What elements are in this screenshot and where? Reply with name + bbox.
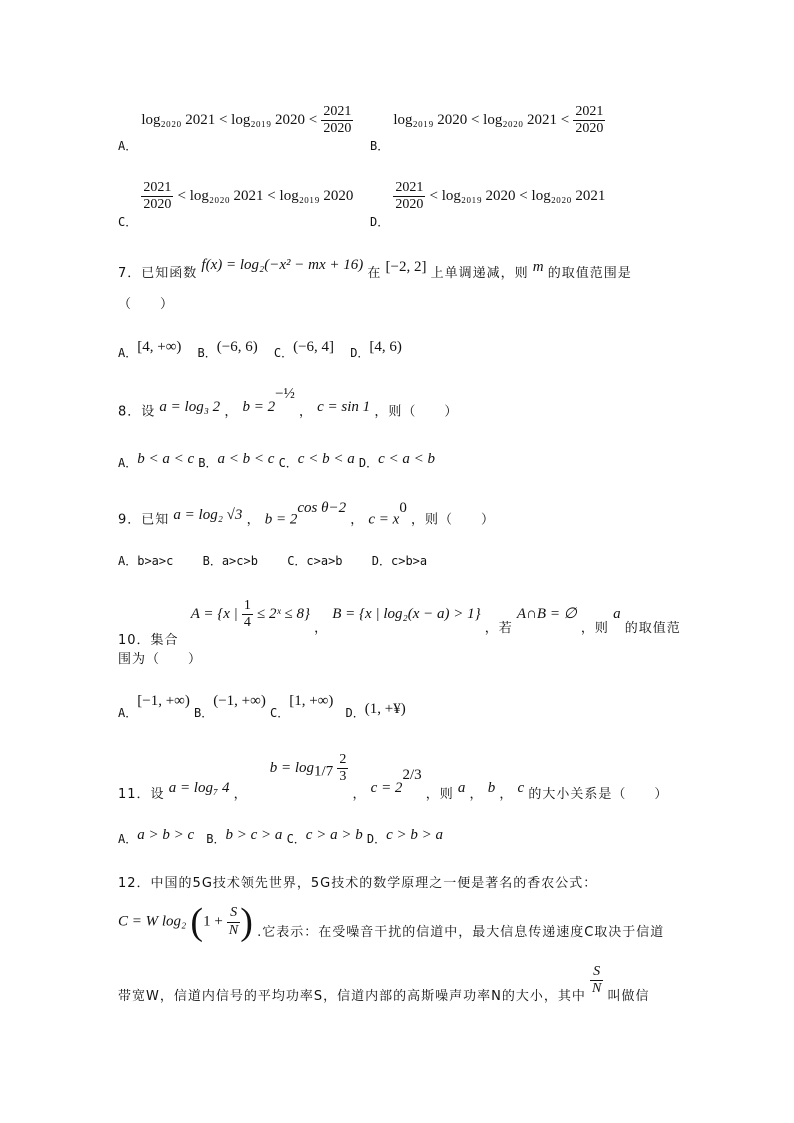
q12-line2 (118, 900, 664, 944)
separator: ， (350, 512, 365, 528)
separator: ， (469, 787, 484, 803)
set-a: A = {x | (190, 606, 238, 623)
stem-text: .它表示：在受噪音干扰的信道中，最大信息传递速度C取决于信道 (257, 924, 665, 940)
stem-text: 的大小关系是（ ） (528, 787, 669, 803)
q10-stem (118, 598, 681, 649)
question-number: 9．已知 (118, 512, 170, 528)
q12-line1: 12．中国的5G技术领先世界，5G技术的数学原理之一便是著名的香农公式： (118, 876, 598, 891)
variable: a (457, 780, 466, 797)
option-label: C． (273, 346, 294, 360)
option-value: a > b > c (137, 827, 195, 843)
option-label: B． (197, 346, 217, 360)
option-value: c < a < b (378, 451, 435, 467)
stem-text: 带宽W，信道内信号的平均功率S，信道内部的高斯噪声功率N的大小，其中 (118, 989, 586, 1005)
q10-options (118, 692, 406, 720)
option-label: A． (118, 706, 138, 720)
separator: ， (233, 787, 248, 803)
fraction: $\frac{2021}{2020}$ (143, 180, 172, 213)
condition: A∩B = ∅ (516, 606, 577, 623)
option-expr: < log₂₀₂₀ 2021 < log₂₀₁₉ 2020 (177, 188, 354, 205)
set-b: B = {x | log₂(x − a) > 1} (332, 606, 481, 623)
expr-c: c = 2 (370, 780, 403, 797)
option-label: A． (118, 139, 138, 154)
formula-part: 1 + (203, 913, 223, 930)
separator: ， (499, 787, 514, 803)
option-label: D． (350, 346, 370, 360)
option-label: D． (358, 456, 379, 470)
option-label: D． (370, 215, 390, 230)
q6-option-b (370, 104, 605, 154)
fraction: $\frac{S}{N}$ (591, 964, 602, 997)
option-value: (−1, +∞) (213, 693, 266, 709)
expr-b: b = 2 (264, 511, 298, 528)
option-value: a < b < c (217, 451, 275, 467)
option-value: [−1, +∞) (137, 693, 190, 709)
separator: ， (352, 787, 367, 803)
option-label: A． (118, 456, 138, 470)
option-value: [1, +∞) (289, 693, 334, 709)
exponent: 2/3 (402, 766, 422, 783)
option-value: (−6, 4] (293, 339, 335, 355)
function-expr: f(x) = log₂(−x² − mx + 16) (201, 257, 364, 273)
q10-line2: 围为（ ） (118, 652, 203, 667)
option-value: [4, +∞) (137, 339, 182, 355)
exponent: cos θ−2 (297, 500, 347, 516)
option-label: A． (118, 346, 138, 360)
option-value: [4, 6) (369, 339, 402, 355)
stem-text: ，则 (425, 787, 454, 803)
q7-stem (118, 257, 632, 282)
option-value: (−6, 6) (216, 339, 258, 355)
option-value: b > c > a (225, 827, 283, 843)
question-number: 7．已知函数 (118, 266, 198, 281)
q7-blank: （ ） (118, 297, 175, 312)
option-label: B． (193, 706, 214, 720)
option-value: c > a > b (305, 827, 363, 843)
variable: a (613, 606, 621, 623)
q7-options (118, 338, 402, 360)
expr-b: b = 2 (242, 399, 276, 416)
q6-option-d (370, 180, 606, 230)
q8-stem (118, 386, 459, 420)
option-value: b < a < c (137, 451, 195, 467)
option-expr: log₂₀₁₉ 2020 < log₂₀₂₀ 2021 < (393, 112, 570, 129)
expr-c: c = sin 1 (317, 399, 371, 416)
option-d: D．c>b>a (371, 554, 428, 568)
option-label: C． (278, 456, 298, 470)
option-b: B．a>c>b (202, 554, 258, 568)
option-value: (1, +¥) (364, 701, 406, 717)
shannon-formula: C = W log₂ (118, 913, 187, 930)
option-expr: log₂₀₂₀ 2021 < log₂₀₁₉ 2020 < (141, 112, 318, 129)
variable: b (487, 780, 496, 797)
interval: [−2, 2] (385, 259, 427, 275)
option-value: c < b < a (297, 451, 355, 467)
stem-text: 的取值范 (624, 621, 681, 637)
q11-stem (118, 752, 669, 803)
option-c: C．c>a>b (287, 554, 343, 568)
fraction: $\frac{2021}{2020}$ (575, 104, 604, 137)
stem-text: 上单调递减，则 (430, 266, 529, 281)
fraction: $\frac{2}{3}$ (339, 752, 347, 785)
q6-option-a (118, 104, 353, 154)
q9-stem (118, 500, 495, 528)
expr-a: a = log₂ √3 (173, 507, 243, 524)
q6-option-c (118, 180, 354, 230)
q12-line3 (118, 964, 650, 1005)
option-value: c > b > a (386, 827, 443, 843)
set-a-cond: ≤ 2ˣ ≤ 8} (257, 606, 310, 623)
expr-b: b = log (269, 760, 315, 777)
stem-text: 叫做信 (607, 989, 650, 1005)
q11-options (118, 826, 443, 844)
option-label: B． (206, 832, 226, 846)
option-label: B． (198, 456, 218, 470)
stem-text: 的取值范围是 (547, 266, 632, 281)
variable: m (532, 259, 544, 275)
exponent: −½ (275, 386, 295, 402)
option-expr: < log₂₀₁₉ 2020 < log₂₀₂₀ 2021 (429, 188, 606, 205)
separator: ， (298, 404, 313, 420)
variable: c (517, 780, 525, 797)
log-base: 1/7 (314, 763, 334, 780)
fraction: $\frac{1}{4}$ (243, 598, 251, 631)
exponent: 0 (399, 500, 407, 516)
option-label: D． (366, 832, 387, 846)
option-label: C． (118, 215, 138, 230)
q8-options (118, 450, 435, 468)
option-label: C． (269, 706, 290, 720)
fraction: $\frac{2021}{2020}$ (323, 104, 352, 137)
option-label: D． (345, 706, 365, 720)
question-number: 10．集合 (118, 633, 179, 649)
option-label: B． (370, 139, 390, 154)
stem-text: ，若 (484, 621, 513, 637)
stem-text: ，则（ ） (410, 512, 495, 528)
expr-a: a = log₃ 2 (159, 399, 221, 416)
fraction: $\frac{S}{N}$ (228, 905, 239, 938)
option-label: A． (118, 832, 138, 846)
option-label: C． (286, 832, 306, 846)
question-number: 8．设 (118, 404, 156, 420)
separator: ， (224, 404, 239, 420)
expr-c: c = x (368, 511, 400, 528)
separator: ， (314, 621, 329, 637)
separator: ， (246, 512, 261, 528)
stem-text: 在 (367, 266, 382, 281)
option-a: A．b>a>c (118, 554, 174, 568)
stem-text: ，则（ ） (374, 404, 459, 420)
stem-text: ，则 (580, 621, 609, 637)
right-paren: ) (240, 901, 253, 943)
left-paren: ( (190, 901, 204, 943)
question-number: 11．设 (118, 787, 165, 803)
q9-options (118, 552, 427, 569)
fraction: $\frac{2021}{2020}$ (395, 180, 424, 213)
expr-a: a = log₇ 4 (168, 780, 230, 797)
